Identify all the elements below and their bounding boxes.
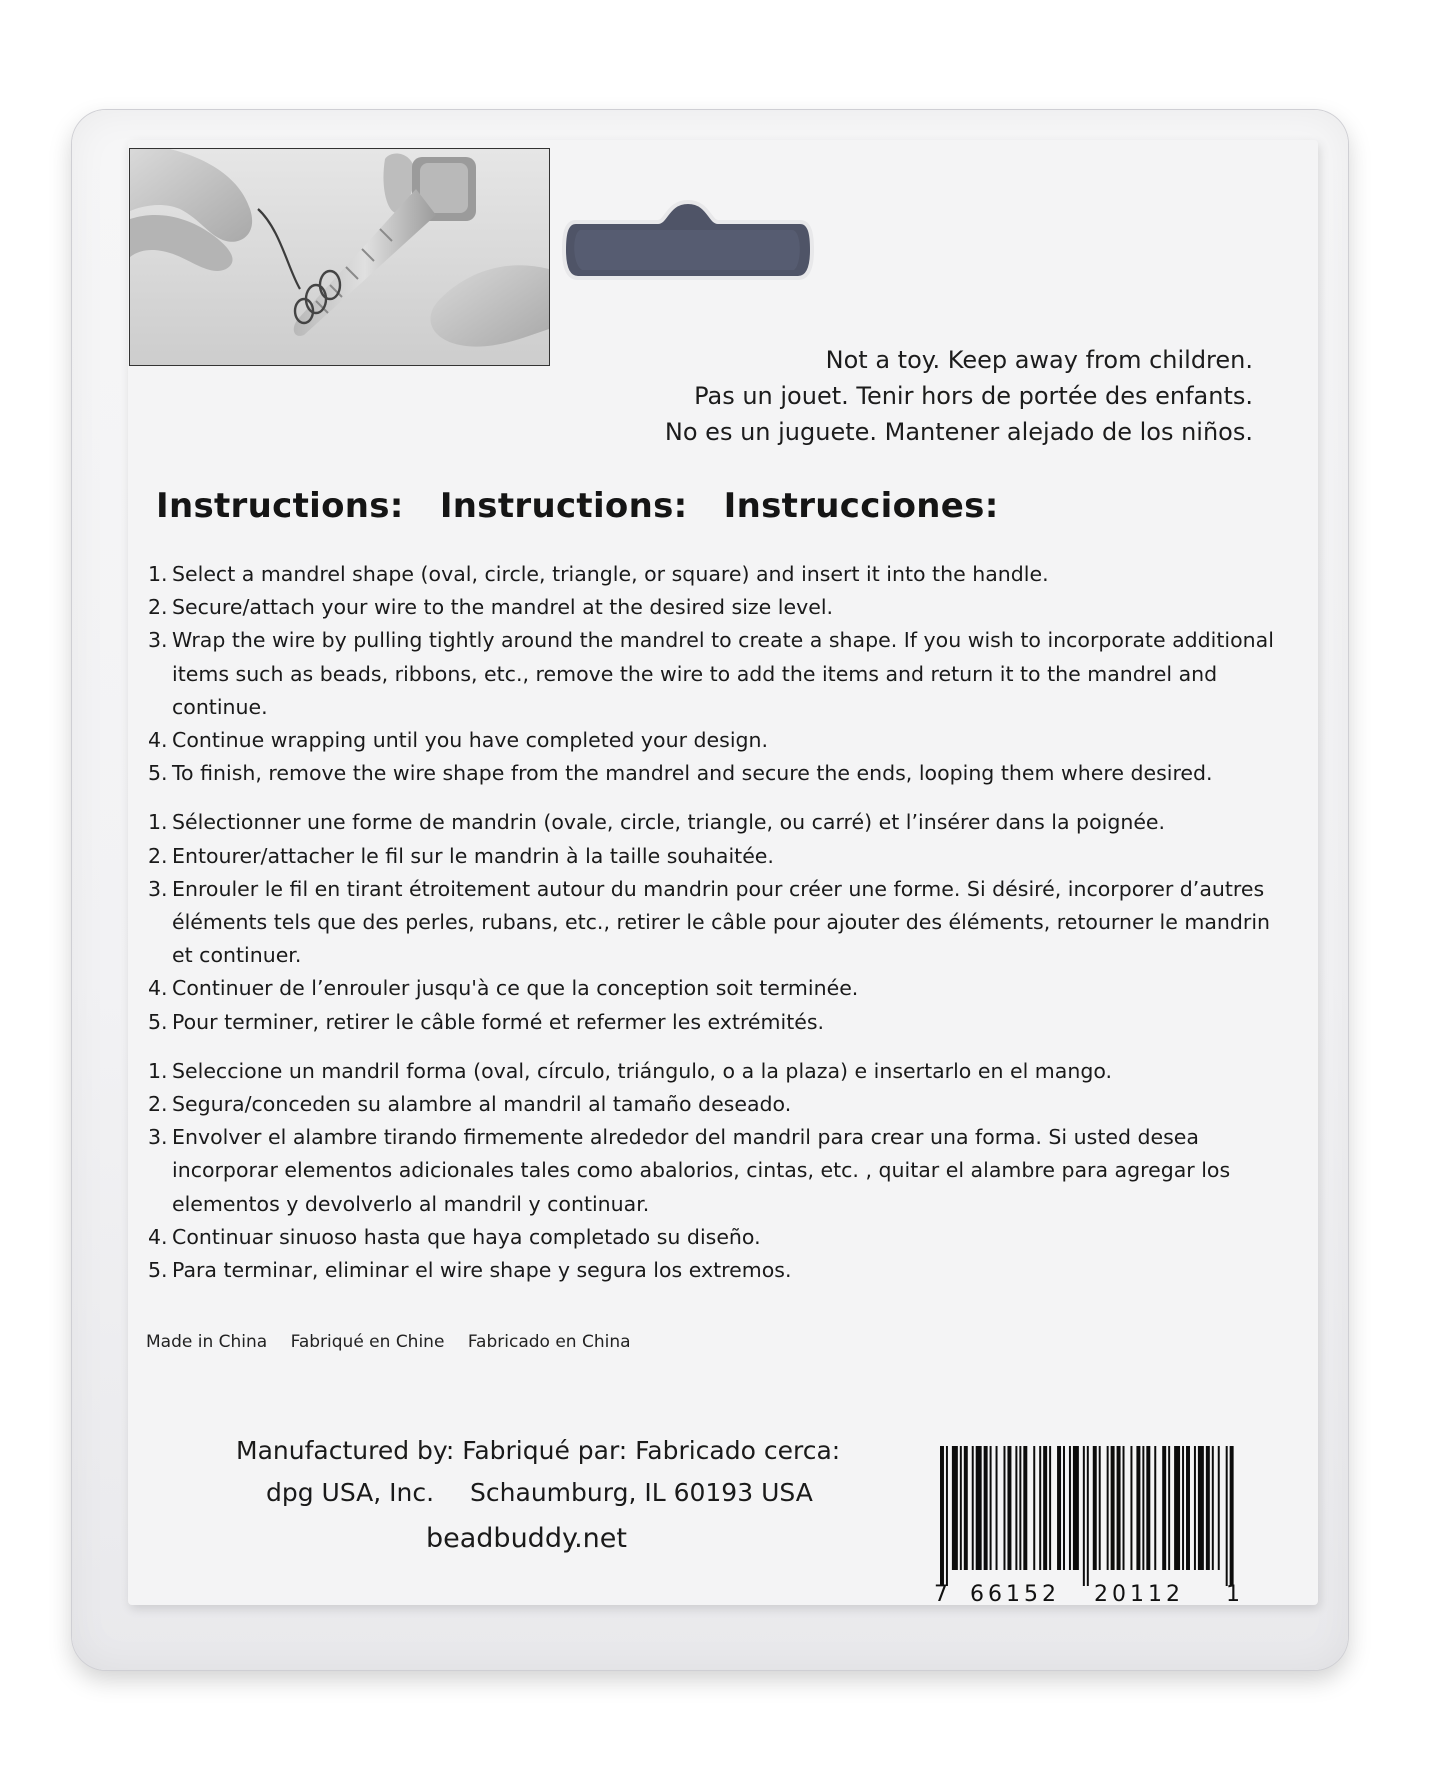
instruction-step: [148, 591, 1288, 624]
barcode-bar: [1186, 1446, 1190, 1570]
step-number: 5.: [148, 1009, 168, 1034]
barcode-bar: [1230, 1446, 1234, 1586]
step-number: 2.: [148, 843, 168, 868]
instruction-step: [148, 806, 1288, 839]
instructions-list-es: [148, 1055, 1288, 1287]
step-text: Pour terminer, retirer le câble formé et refermer les extrémités.: [172, 1009, 825, 1034]
barcode-bar: [1007, 1446, 1011, 1570]
barcode-bar: [1087, 1446, 1089, 1586]
barcode-bar: [1043, 1446, 1047, 1570]
heading-fr: Instructions:: [439, 486, 688, 526]
barcode-bar: [1174, 1446, 1180, 1570]
mandrel-photo-icon: [130, 149, 549, 365]
instructions-heading: [156, 486, 1023, 526]
manufacturer-block: [236, 1430, 840, 1560]
barcode-bar: [1218, 1446, 1220, 1570]
hang-hole: [562, 194, 814, 286]
barcode-bar: [984, 1446, 988, 1570]
heading-es: Instrucciones:: [723, 486, 999, 526]
barcode-bar: [1069, 1446, 1071, 1570]
barcode-bar: [990, 1446, 992, 1570]
barcode-bar: [972, 1446, 974, 1570]
warning-es: No es un juguete. Mantener alejado de los niños.: [664, 418, 1253, 446]
warning-en: Not a toy. Keep away from children.: [825, 346, 1253, 374]
mandrel-wire-wrapping-photo: [129, 148, 550, 366]
warning-fr: Pas un jouet. Tenir hors de portée des enfants.: [694, 382, 1253, 410]
barcode-bar: [1130, 1446, 1132, 1570]
barcode-bar: [1154, 1446, 1156, 1570]
barcode-bar: [1033, 1446, 1035, 1570]
barcode-bar: [1049, 1446, 1051, 1570]
barcode-bar: [1226, 1446, 1228, 1586]
step-text: Secure/attach your wire to the mandrel at the desired size level.: [172, 595, 834, 620]
step-text: Entourer/attacher le fil sur le mandrin à la taille souhaitée.: [172, 843, 774, 868]
instructions-list-fr: [148, 806, 1288, 1038]
country-of-origin: [146, 1332, 649, 1352]
barcode-bar: [1003, 1446, 1005, 1570]
barcode-bar: [1162, 1446, 1166, 1570]
instruction-step: [148, 1121, 1288, 1221]
barcode-bar: [1111, 1446, 1115, 1570]
barcode-bar: [946, 1446, 948, 1586]
instruction-lists: [148, 558, 1288, 1303]
step-number: 3.: [148, 876, 168, 901]
barcode-bar: [1063, 1446, 1065, 1570]
step-text: Continuer de l’enrouler jusqu'à ce que la conception soit terminée.: [172, 976, 859, 1001]
barcode-bar: [1206, 1446, 1210, 1570]
safety-warning: [665, 342, 1253, 450]
barcode-bar: [1083, 1446, 1085, 1586]
barcode-bar: [940, 1446, 944, 1586]
step-text: Sélectionner une forme de mandrin (ovale, circle, triangle, ou carré) et l’insérer dans la poignée.: [172, 810, 1166, 835]
step-text: Para terminar, eliminar el wire shape y segura los extremos.: [172, 1258, 792, 1283]
step-number: 4.: [148, 728, 168, 753]
step-number: 1.: [148, 1058, 168, 1083]
step-number: 5.: [148, 1258, 168, 1283]
barcode-bar: [1198, 1446, 1204, 1570]
barcode-digit-last: 1: [1226, 1582, 1240, 1607]
instruction-step: [148, 1055, 1288, 1088]
step-number: 1.: [148, 810, 168, 835]
barcode-digits: [934, 1582, 1240, 1608]
barcode-bar: [964, 1446, 968, 1570]
step-text: Wrap the wire by pulling tightly around the mandrel to create a shape. If you wish to incorporate additional items such as beads, ribbons, etc., remove the wire to add the items and return it to the mandrel and continue.: [172, 628, 1274, 719]
manufacturer-address-line: [236, 1472, 840, 1514]
step-number: 3.: [148, 1125, 168, 1150]
step-number: 3.: [148, 628, 168, 653]
instruction-step: [148, 757, 1288, 790]
barcode-bar: [1212, 1446, 1214, 1570]
step-number: 1.: [148, 562, 168, 586]
instruction-step: [148, 972, 1288, 1005]
barcode-bar: [1019, 1446, 1021, 1570]
barcode-bar: [1039, 1446, 1041, 1570]
upc-barcode: [936, 1446, 1236, 1590]
instruction-step: [148, 873, 1288, 973]
barcode-bar: [1194, 1446, 1196, 1570]
step-number: 2.: [148, 1092, 168, 1117]
barcode-bar: [1099, 1446, 1101, 1570]
instructions-list-en: [148, 558, 1288, 790]
origin-fr: Fabriqué en Chine: [290, 1332, 445, 1352]
barcode-bar: [952, 1446, 958, 1570]
barcode-bar: [1015, 1446, 1017, 1570]
barcode-bar: [996, 1446, 998, 1570]
barcode-bar: [1057, 1446, 1061, 1570]
barcode-bar: [1182, 1446, 1184, 1570]
step-text: Segura/conceden su alambre al mandril al tamaño deseado.: [172, 1092, 792, 1117]
barcode-bar: [1117, 1446, 1121, 1570]
barcode-bar: [1146, 1446, 1150, 1570]
origin-es: Fabricado en China: [467, 1332, 631, 1352]
barcode-bar: [1123, 1446, 1125, 1570]
step-text: Envolver el alambre tirando firmemente alrededor del mandril para crear una forma. Si usted desea incorporar elementos adicionales tales como abalorios, cintas, etc. , quitar el alambre para agregar los elementos y devolverlo al mandril y continuar.: [172, 1125, 1231, 1216]
instruction-step: [148, 1088, 1288, 1121]
barcode-left-group: 66152: [970, 1582, 1060, 1607]
step-text: To finish, remove the wire shape from the mandrel and secure the ends, looping them where desired.: [172, 761, 1213, 786]
heading-en: Instructions:: [156, 486, 404, 526]
step-number: 5.: [148, 761, 168, 786]
instruction-step: [148, 840, 1288, 873]
barcode-bar: [1073, 1446, 1079, 1570]
instruction-step: [148, 1221, 1288, 1254]
barcode-bar: [976, 1446, 982, 1570]
step-text: Continue wrapping until you have completed your design.: [172, 728, 769, 753]
step-text: Select a mandrel shape (oval, circle, triangle, or square) and insert it into the handle.: [172, 562, 1049, 586]
step-number: 4.: [148, 1224, 168, 1249]
instruction-step: [148, 724, 1288, 757]
instruction-step: [148, 558, 1288, 591]
barcode-bar: [1142, 1446, 1144, 1570]
barcode-bar: [1093, 1446, 1097, 1570]
barcode-digit-first: 7: [934, 1582, 948, 1607]
barcode-right-group: 20112: [1094, 1582, 1184, 1607]
barcode-bar: [1107, 1446, 1109, 1570]
step-text: Seleccione un mandril forma (oval, círculo, triángulo, o a la plaza) e insertarlo en el mango.: [172, 1058, 1113, 1083]
step-number: 2.: [148, 595, 168, 620]
barcode-bar: [1136, 1446, 1140, 1570]
manufacturer-company: dpg USA, Inc.: [266, 1478, 435, 1507]
barcode-bar: [960, 1446, 962, 1570]
origin-en: Made in China: [146, 1332, 268, 1352]
barcode-bar: [1168, 1446, 1170, 1570]
step-text: Continuar sinuoso hasta que haya completado su diseño.: [172, 1224, 761, 1249]
manufacturer-label: Manufactured by: Fabriqué par: Fabricado cerca:: [236, 1436, 841, 1465]
step-text: Enrouler le fil en tirant étroitement autour du mandrin pour créer une forme. Si désiré, incorporer d’autres éléments tels que des perles, rubans, etc., retirer le câble pour ajouter des éléments, retourner le mandrin et continuer.: [172, 876, 1271, 968]
manufacturer-address: Schaumburg, IL 60193 USA: [470, 1478, 813, 1507]
website-link[interactable]: beadbuddy.net: [426, 1523, 627, 1554]
instruction-step: [148, 1006, 1288, 1039]
step-number: 4.: [148, 976, 168, 1001]
barcode-bar: [1023, 1446, 1027, 1570]
instruction-step: [148, 1254, 1288, 1287]
instruction-step: [148, 624, 1288, 724]
